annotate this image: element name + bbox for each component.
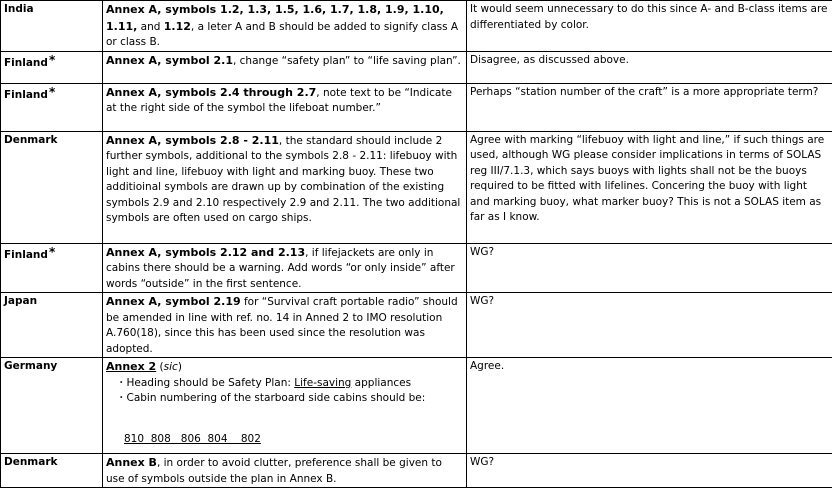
proposal-text: , the standard should include 2 further symbols, additional to the symbols 2.8 - 2.11: lifebuoy with light and line, lifebuoy with light and marking buoy. These two additioinal symbols are drawn up by combination of the existing symbols 2.9 and 2.10 respectively 2.9 and 2.11. The two additional symbols are often used on cargo ships. xyxy=(106,135,460,225)
proposal-cell xyxy=(103,243,467,293)
reference: Annex A, symbols 2.8 - 2.11 xyxy=(106,134,279,147)
reference: Annex B xyxy=(106,456,157,469)
response-text: Agree. xyxy=(470,360,504,372)
table-row xyxy=(1,243,832,293)
response-text: WG? xyxy=(470,456,494,468)
response-cell xyxy=(467,454,832,488)
response-text: WG? xyxy=(470,295,494,307)
table-row xyxy=(1,83,832,131)
country-name: Finland xyxy=(4,89,48,101)
response-text: Agree with marking “lifebuoy with light and line,” if such things are used, although WG please consider implications in terms of SOLAS reg III/7.1.3, which says buoys with lights shall not be the buoys required to be fitted with lifelines. Concering the buoy with light and marking buoy, what marker buoy? This is not a SOLAS item as far as I know. xyxy=(470,134,824,224)
country-cell xyxy=(1,454,103,488)
reference-tail: 1.12 xyxy=(164,20,191,33)
response-cell xyxy=(467,293,832,358)
country-name: Germany xyxy=(4,360,57,372)
proposal-cell: Annex 2 (sic) ・Heading should be Safety Plan: Life-saving appliances ・Cabin numbering of the starboard side cabins should be: 810 808 806 804 802 xyxy=(103,358,467,454)
proposal-text: , note text to be “Indicate at the right side of the symbol the lifeboat number.” xyxy=(106,87,452,115)
reference: Annex 2 xyxy=(106,360,156,373)
proposal-text: for “Survival craft portable radio” should be amended in line with ref. no. 14 in Anned 2 to IMO resolution A.760(18), since this has been used since the resolution was adopted. xyxy=(106,296,458,355)
country-name: India xyxy=(4,3,34,15)
table-row xyxy=(1,293,832,358)
proposal-cell xyxy=(103,1,467,52)
bullet-text-end: appliances xyxy=(351,377,411,389)
reference: Annex A, symbol 2.19 xyxy=(106,295,241,308)
response-text: Disagree, as discussed above. xyxy=(470,54,629,66)
response-cell xyxy=(467,243,832,293)
proposal-text: , if lifejackets are only in cabins there should be a warning. Add words “or only inside” after words “outside” in the first sentence. xyxy=(106,247,455,290)
country-cell xyxy=(1,243,103,293)
conjunction: and xyxy=(141,21,161,33)
sic-note: sic xyxy=(164,361,178,373)
country-cell xyxy=(1,83,103,131)
response-text: Perhaps “station number of the craft” is a more appropriate term? xyxy=(470,86,818,98)
response-cell xyxy=(467,83,832,131)
reference: Annex A, symbols 2.4 through 2.7 xyxy=(106,86,316,99)
cabin-numbers xyxy=(106,432,463,448)
country-cell xyxy=(1,293,103,358)
proposal-cell xyxy=(103,131,467,243)
table-row xyxy=(1,358,832,454)
cabin-number-list: 810 808 806 804 802 xyxy=(124,433,261,445)
proposal-text: , in order to avoid clutter, preference shall be given to use of symbols outside the plan in Annex B. xyxy=(106,457,442,485)
country-name: Denmark xyxy=(4,456,58,468)
proposal-cell xyxy=(103,293,467,358)
response-cell xyxy=(467,51,832,83)
response-cell xyxy=(467,131,832,243)
response-cell xyxy=(467,1,832,52)
country-name: Finland xyxy=(4,57,48,69)
table-row xyxy=(1,131,832,243)
reference: Annex A, symbols 1.2, 1.3, 1.5, 1.6, 1.7, 1.8, 1.9, 1.10, 1.11, xyxy=(106,3,444,33)
table-row xyxy=(1,454,832,488)
country-cell xyxy=(1,358,103,454)
star-marker: * xyxy=(49,85,55,99)
bullet-cabins: ・Cabin numbering of the starboard side cabins should be: xyxy=(106,391,463,407)
bullet-heading xyxy=(106,376,463,392)
country-cell xyxy=(1,1,103,52)
country-cell xyxy=(1,51,103,83)
reference: Annex A, symbol 2.1 xyxy=(106,54,233,67)
country-name: Japan xyxy=(4,295,37,307)
proposal-cell xyxy=(103,454,467,488)
proposal-cell xyxy=(103,83,467,131)
bullet-emphasis: Life-saving xyxy=(294,377,351,389)
response-text: WG? xyxy=(470,246,494,258)
table-row xyxy=(1,1,832,52)
proposal-text: , change “safety plan” to “life saving plan”. xyxy=(233,55,461,67)
country-cell xyxy=(1,131,103,243)
star-marker: * xyxy=(49,245,55,259)
country-name: Denmark xyxy=(4,134,58,146)
table-row xyxy=(1,51,832,83)
country-name: Finland xyxy=(4,249,48,261)
bullet-text: ・Heading should be Safety Plan: xyxy=(116,377,294,389)
star-marker: * xyxy=(49,53,55,67)
proposal-cell xyxy=(103,51,467,83)
reference: Annex A, symbols 2.12 and 2.13 xyxy=(106,246,305,259)
response-cell xyxy=(467,358,832,454)
proposal-text: , a leter A and B should be added to signify class A or class B. xyxy=(106,21,458,49)
response-text: It would seem unnecessary to do this since A- and B-class items are differentiated by color. xyxy=(470,3,828,31)
